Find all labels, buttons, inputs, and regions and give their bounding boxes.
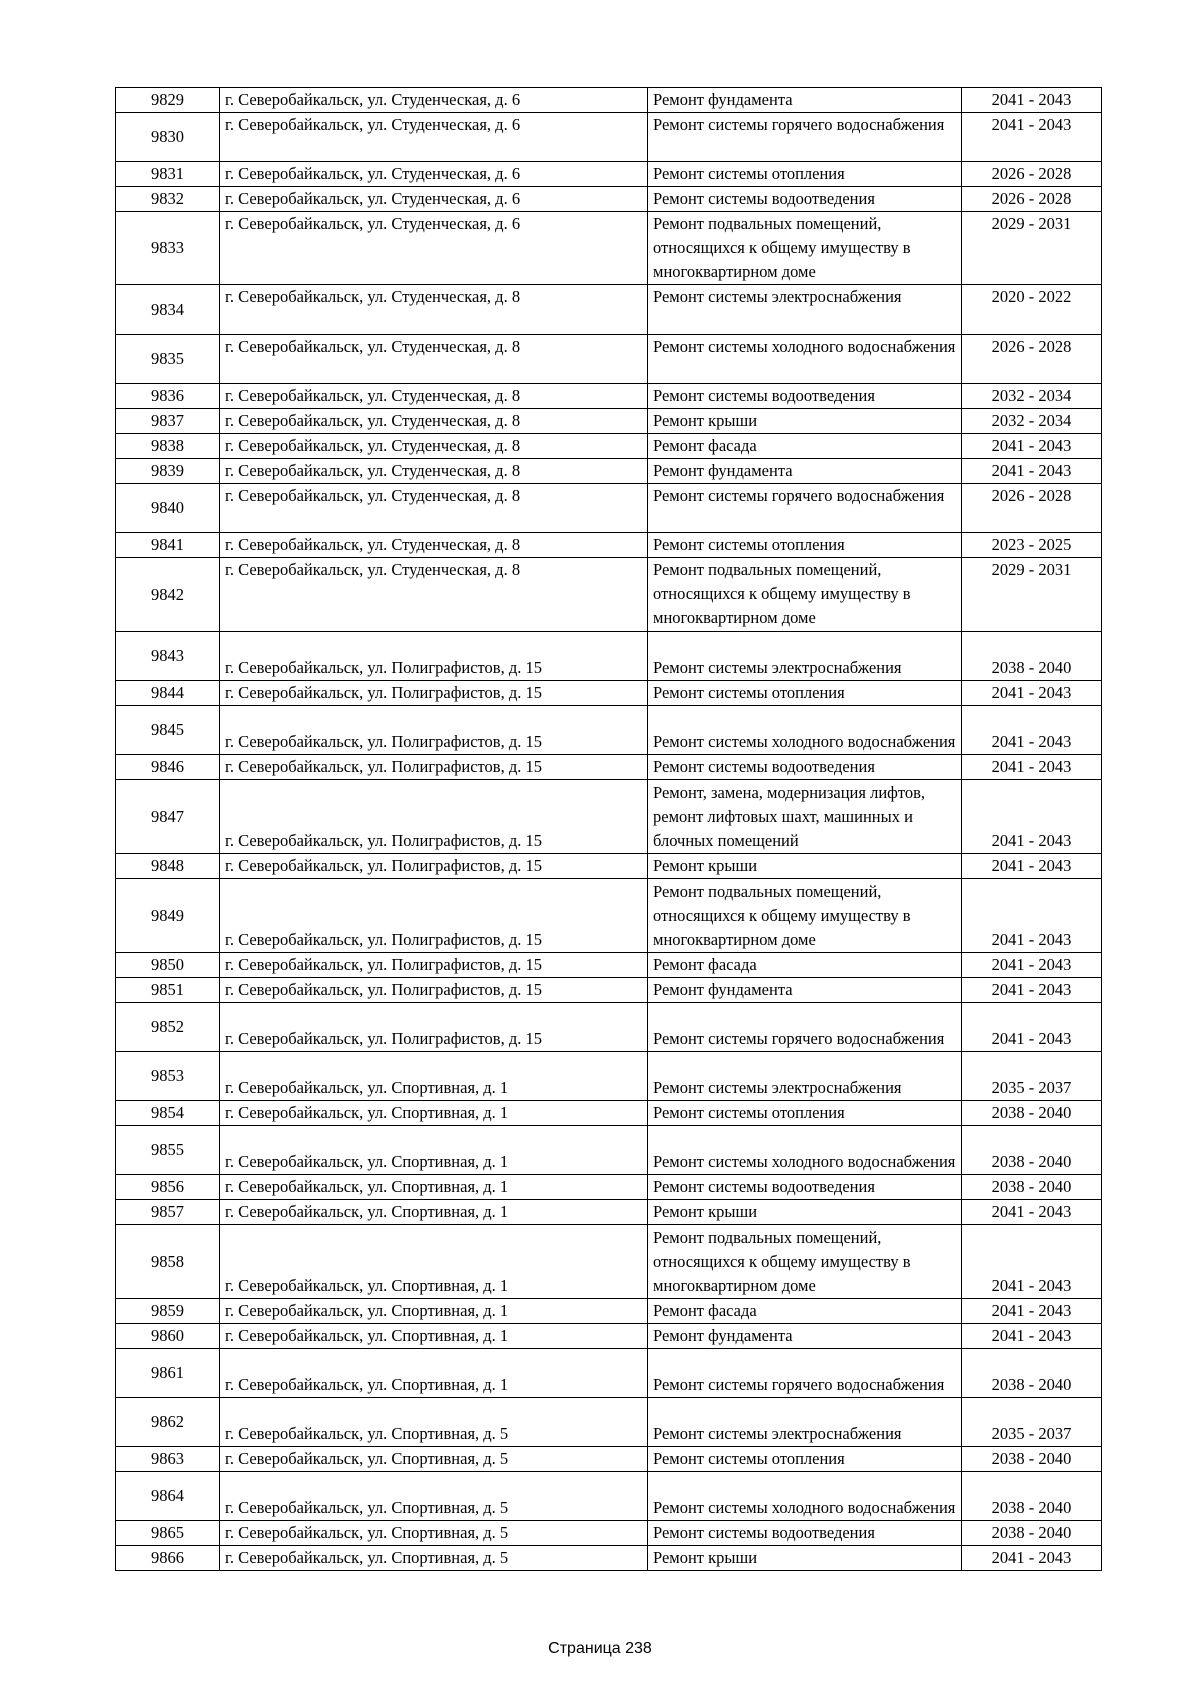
period-cell: 2038 - 2040 <box>962 1447 1102 1472</box>
period-cell: 2041 - 2043 <box>962 1546 1102 1571</box>
period-cell: 2041 - 2043 <box>962 113 1102 162</box>
table-row <box>116 484 1102 533</box>
row-number-cell: 9841 <box>116 533 220 558</box>
period-cell: 2041 - 2043 <box>962 854 1102 879</box>
work-type-cell: Ремонт фундамента <box>648 1324 962 1349</box>
table-row <box>116 1472 1102 1521</box>
period-cell: 2041 - 2043 <box>962 434 1102 459</box>
table-row <box>116 434 1102 459</box>
work-type-cell: Ремонт системы водоотведения <box>648 1521 962 1546</box>
table-row <box>116 212 1102 285</box>
table-row <box>116 1546 1102 1571</box>
table-row <box>116 755 1102 780</box>
work-type-cell: Ремонт фундамента <box>648 88 962 113</box>
address-cell: г. Северобайкальск, ул. Студенческая, д. 6 <box>220 212 648 285</box>
work-type-cell: Ремонт крыши <box>648 409 962 434</box>
work-type-cell: Ремонт системы отопления <box>648 1447 962 1472</box>
table-row <box>116 978 1102 1003</box>
row-number-cell: 9835 <box>116 335 220 384</box>
table-row <box>116 409 1102 434</box>
table-row <box>116 1101 1102 1126</box>
row-number-cell: 9859 <box>116 1299 220 1324</box>
row-number-cell: 9862 <box>116 1398 220 1447</box>
period-cell: 2038 - 2040 <box>962 632 1102 681</box>
work-type-cell: Ремонт фасада <box>648 434 962 459</box>
table-row <box>116 1521 1102 1546</box>
period-cell: 2038 - 2040 <box>962 1101 1102 1126</box>
period-cell: 2026 - 2028 <box>962 335 1102 384</box>
page-number: Страница 238 <box>548 1640 652 1657</box>
table-row <box>116 1052 1102 1101</box>
work-type-cell: Ремонт подвальных помещений, относящихся к общему имуществу в многоквартирном доме <box>648 1225 962 1299</box>
works-table-body <box>116 88 1102 1571</box>
table-row <box>116 879 1102 953</box>
address-cell: г. Северобайкальск, ул. Спортивная, д. 1 <box>220 1052 648 1101</box>
period-cell: 2038 - 2040 <box>962 1349 1102 1398</box>
work-type-cell: Ремонт крыши <box>648 1546 962 1571</box>
row-number-cell: 9850 <box>116 953 220 978</box>
row-number-cell: 9829 <box>116 88 220 113</box>
address-cell: г. Северобайкальск, ул. Полиграфистов, д. 15 <box>220 632 648 681</box>
address-cell: г. Северобайкальск, ул. Спортивная, д. 1 <box>220 1101 648 1126</box>
row-number-cell: 9849 <box>116 879 220 953</box>
row-number-cell: 9845 <box>116 706 220 755</box>
period-cell: 2041 - 2043 <box>962 780 1102 854</box>
address-cell: г. Северобайкальск, ул. Студенческая, д. 8 <box>220 285 648 335</box>
period-cell: 2041 - 2043 <box>962 1299 1102 1324</box>
address-cell: г. Северобайкальск, ул. Студенческая, д. 6 <box>220 88 648 113</box>
table-row <box>116 681 1102 706</box>
address-cell: г. Северобайкальск, ул. Полиграфистов, д. 15 <box>220 978 648 1003</box>
period-cell: 2041 - 2043 <box>962 953 1102 978</box>
address-cell: г. Северобайкальск, ул. Студенческая, д. 8 <box>220 558 648 632</box>
row-number-cell: 9843 <box>116 632 220 681</box>
address-cell: г. Северобайкальск, ул. Полиграфистов, д. 15 <box>220 755 648 780</box>
address-cell: г. Северобайкальск, ул. Студенческая, д. 6 <box>220 113 648 162</box>
row-number-cell: 9858 <box>116 1225 220 1299</box>
table-row <box>116 953 1102 978</box>
table-row <box>116 459 1102 484</box>
period-cell: 2038 - 2040 <box>962 1521 1102 1546</box>
address-cell: г. Северобайкальск, ул. Студенческая, д. 6 <box>220 162 648 187</box>
table-row <box>116 1447 1102 1472</box>
row-number-cell: 9851 <box>116 978 220 1003</box>
address-cell: г. Северобайкальск, ул. Спортивная, д. 1 <box>220 1349 648 1398</box>
work-type-cell: Ремонт системы водоотведения <box>648 187 962 212</box>
period-cell: 2041 - 2043 <box>962 459 1102 484</box>
works-table <box>115 87 1102 1571</box>
address-cell: г. Северобайкальск, ул. Полиграфистов, д. 15 <box>220 681 648 706</box>
row-number-cell: 9837 <box>116 409 220 434</box>
work-type-cell: Ремонт фасада <box>648 1299 962 1324</box>
period-cell: 2041 - 2043 <box>962 706 1102 755</box>
period-cell: 2041 - 2043 <box>962 88 1102 113</box>
address-cell: г. Северобайкальск, ул. Студенческая, д. 8 <box>220 434 648 459</box>
work-type-cell: Ремонт фундамента <box>648 459 962 484</box>
table-row <box>116 706 1102 755</box>
table-row <box>116 187 1102 212</box>
address-cell: г. Северобайкальск, ул. Студенческая, д. 8 <box>220 409 648 434</box>
period-cell: 2032 - 2034 <box>962 409 1102 434</box>
work-type-cell: Ремонт крыши <box>648 1200 962 1225</box>
work-type-cell: Ремонт системы отопления <box>648 162 962 187</box>
address-cell: г. Северобайкальск, ул. Спортивная, д. 1 <box>220 1175 648 1200</box>
row-number-cell: 9831 <box>116 162 220 187</box>
row-number-cell: 9864 <box>116 1472 220 1521</box>
work-type-cell: Ремонт системы отопления <box>648 681 962 706</box>
address-cell: г. Северобайкальск, ул. Спортивная, д. 5 <box>220 1472 648 1521</box>
period-cell: 2023 - 2025 <box>962 533 1102 558</box>
work-type-cell: Ремонт системы горячего водоснабжения <box>648 1003 962 1052</box>
row-number-cell: 9857 <box>116 1200 220 1225</box>
table-row <box>116 1200 1102 1225</box>
period-cell: 2026 - 2028 <box>962 484 1102 533</box>
table-row <box>116 88 1102 113</box>
period-cell: 2041 - 2043 <box>962 1324 1102 1349</box>
work-type-cell: Ремонт системы горячего водоснабжения <box>648 113 962 162</box>
address-cell: г. Северобайкальск, ул. Спортивная, д. 5 <box>220 1546 648 1571</box>
address-cell: г. Северобайкальск, ул. Полиграфистов, д. 15 <box>220 953 648 978</box>
work-type-cell: Ремонт системы холодного водоснабжения <box>648 706 962 755</box>
table-row <box>116 1299 1102 1324</box>
row-number-cell: 9856 <box>116 1175 220 1200</box>
row-number-cell: 9865 <box>116 1521 220 1546</box>
address-cell: г. Северобайкальск, ул. Полиграфистов, д. 15 <box>220 706 648 755</box>
table-row <box>116 285 1102 335</box>
row-number-cell: 9842 <box>116 558 220 632</box>
row-number-cell: 9840 <box>116 484 220 533</box>
work-type-cell: Ремонт подвальных помещений, относящихся к общему имуществу в многоквартирном доме <box>648 212 962 285</box>
table-row <box>116 533 1102 558</box>
period-cell: 2029 - 2031 <box>962 212 1102 285</box>
row-number-cell: 9852 <box>116 1003 220 1052</box>
period-cell: 2041 - 2043 <box>962 978 1102 1003</box>
table-row <box>116 162 1102 187</box>
work-type-cell: Ремонт системы электроснабжения <box>648 632 962 681</box>
address-cell: г. Северобайкальск, ул. Студенческая, д. 8 <box>220 384 648 409</box>
work-type-cell: Ремонт фундамента <box>648 978 962 1003</box>
table-row <box>116 1324 1102 1349</box>
address-cell: г. Северобайкальск, ул. Студенческая, д. 8 <box>220 459 648 484</box>
work-type-cell: Ремонт системы отопления <box>648 1101 962 1126</box>
work-type-cell: Ремонт системы отопления <box>648 533 962 558</box>
work-type-cell: Ремонт подвальных помещений, относящихся к общему имуществу в многоквартирном доме <box>648 558 962 632</box>
address-cell: г. Северобайкальск, ул. Спортивная, д. 5 <box>220 1521 648 1546</box>
table-row <box>116 335 1102 384</box>
row-number-cell: 9833 <box>116 212 220 285</box>
address-cell: г. Северобайкальск, ул. Спортивная, д. 1 <box>220 1299 648 1324</box>
address-cell: г. Северобайкальск, ул. Полиграфистов, д. 15 <box>220 854 648 879</box>
table-row <box>116 854 1102 879</box>
row-number-cell: 9861 <box>116 1349 220 1398</box>
table-row <box>116 1126 1102 1175</box>
work-type-cell: Ремонт системы электроснабжения <box>648 285 962 335</box>
row-number-cell: 9866 <box>116 1546 220 1571</box>
work-type-cell: Ремонт системы горячего водоснабжения <box>648 1349 962 1398</box>
work-type-cell: Ремонт системы горячего водоснабжения <box>648 484 962 533</box>
address-cell: г. Северобайкальск, ул. Полиграфистов, д. 15 <box>220 1003 648 1052</box>
period-cell: 2038 - 2040 <box>962 1126 1102 1175</box>
period-cell: 2032 - 2034 <box>962 384 1102 409</box>
address-cell: г. Северобайкальск, ул. Студенческая, д. 6 <box>220 187 648 212</box>
table-row <box>116 1349 1102 1398</box>
work-type-cell: Ремонт системы водоотведения <box>648 1175 962 1200</box>
work-type-cell: Ремонт системы холодного водоснабжения <box>648 1472 962 1521</box>
period-cell: 2035 - 2037 <box>962 1052 1102 1101</box>
address-cell: г. Северобайкальск, ул. Студенческая, д. 8 <box>220 335 648 384</box>
work-type-cell: Ремонт системы холодного водоснабжения <box>648 1126 962 1175</box>
row-number-cell: 9838 <box>116 434 220 459</box>
row-number-cell: 9839 <box>116 459 220 484</box>
period-cell: 2029 - 2031 <box>962 558 1102 632</box>
row-number-cell: 9846 <box>116 755 220 780</box>
table-row <box>116 384 1102 409</box>
period-cell: 2041 - 2043 <box>962 755 1102 780</box>
work-type-cell: Ремонт системы электроснабжения <box>648 1398 962 1447</box>
address-cell: г. Северобайкальск, ул. Студенческая, д. 8 <box>220 484 648 533</box>
row-number-cell: 9848 <box>116 854 220 879</box>
row-number-cell: 9844 <box>116 681 220 706</box>
row-number-cell: 9854 <box>116 1101 220 1126</box>
row-number-cell: 9830 <box>116 113 220 162</box>
row-number-cell: 9855 <box>116 1126 220 1175</box>
table-row <box>116 780 1102 854</box>
work-type-cell: Ремонт, замена, модернизация лифтов, ремонт лифтовых шахт, машинных и блочных помещений <box>648 780 962 854</box>
period-cell: 2041 - 2043 <box>962 1225 1102 1299</box>
table-row <box>116 1225 1102 1299</box>
work-type-cell: Ремонт фасада <box>648 953 962 978</box>
address-cell: г. Северобайкальск, ул. Спортивная, д. 1 <box>220 1200 648 1225</box>
period-cell: 2041 - 2043 <box>962 1200 1102 1225</box>
work-type-cell: Ремонт крыши <box>648 854 962 879</box>
address-cell: г. Северобайкальск, ул. Спортивная, д. 1 <box>220 1126 648 1175</box>
address-cell: г. Северобайкальск, ул. Спортивная, д. 1 <box>220 1324 648 1349</box>
period-cell: 2041 - 2043 <box>962 681 1102 706</box>
work-type-cell: Ремонт подвальных помещений, относящихся к общему имуществу в многоквартирном доме <box>648 879 962 953</box>
period-cell: 2035 - 2037 <box>962 1398 1102 1447</box>
period-cell: 2038 - 2040 <box>962 1472 1102 1521</box>
table-row <box>116 1398 1102 1447</box>
row-number-cell: 9847 <box>116 780 220 854</box>
row-number-cell: 9832 <box>116 187 220 212</box>
row-number-cell: 9863 <box>116 1447 220 1472</box>
address-cell: г. Северобайкальск, ул. Спортивная, д. 5 <box>220 1398 648 1447</box>
work-type-cell: Ремонт системы холодного водоснабжения <box>648 335 962 384</box>
period-cell: 2020 - 2022 <box>962 285 1102 335</box>
address-cell: г. Северобайкальск, ул. Полиграфистов, д. 15 <box>220 879 648 953</box>
table-row <box>116 1175 1102 1200</box>
address-cell: г. Северобайкальск, ул. Спортивная, д. 1 <box>220 1225 648 1299</box>
address-cell: г. Северобайкальск, ул. Полиграфистов, д. 15 <box>220 780 648 854</box>
period-cell: 2038 - 2040 <box>962 1175 1102 1200</box>
period-cell: 2026 - 2028 <box>962 162 1102 187</box>
work-type-cell: Ремонт системы электроснабжения <box>648 1052 962 1101</box>
period-cell: 2041 - 2043 <box>962 1003 1102 1052</box>
row-number-cell: 9836 <box>116 384 220 409</box>
address-cell: г. Северобайкальск, ул. Спортивная, д. 5 <box>220 1447 648 1472</box>
table-row <box>116 1003 1102 1052</box>
row-number-cell: 9853 <box>116 1052 220 1101</box>
row-number-cell: 9860 <box>116 1324 220 1349</box>
table-row <box>116 632 1102 681</box>
period-cell: 2041 - 2043 <box>962 879 1102 953</box>
table-row <box>116 113 1102 162</box>
work-type-cell: Ремонт системы водоотведения <box>648 755 962 780</box>
table-row <box>116 558 1102 632</box>
work-type-cell: Ремонт системы водоотведения <box>648 384 962 409</box>
period-cell: 2026 - 2028 <box>962 187 1102 212</box>
address-cell: г. Северобайкальск, ул. Студенческая, д. 8 <box>220 533 648 558</box>
row-number-cell: 9834 <box>116 285 220 335</box>
